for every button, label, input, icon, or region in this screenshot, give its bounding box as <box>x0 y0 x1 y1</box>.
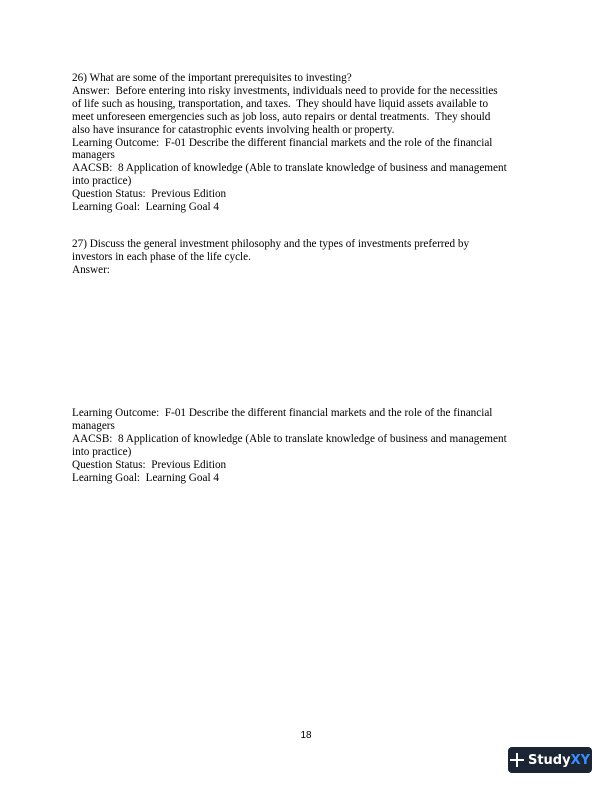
question-26-prompt: 26) What are some of the important prerequisites to investing? <box>72 72 352 84</box>
answer-line: Answer: Before entering into risky investments, individuals need to provide for the necessities <box>72 84 498 97</box>
aacsb: into practice) <box>72 445 132 458</box>
question-26 <box>72 72 544 214</box>
aacsb: AACSB: 8 Application of knowledge (Able to translate knowledge of business and management <box>72 432 507 445</box>
brand-suffix: XY <box>570 752 591 768</box>
question-status: Question Status: Previous Edition <box>72 188 227 201</box>
page-number: 18 <box>300 730 312 741</box>
learning-outcome: Learning Outcome: F-01 Describe the different financial markets and the role of the financial <box>72 407 493 419</box>
answer-line: also have insurance for catastrophic events involving health or property. <box>72 123 395 136</box>
answer-line: meet unforeseen emergencies such as job loss, auto repairs or dental treatments. They should <box>72 110 491 123</box>
aacsb: AACSB: 8 Application of knowledge (Able to translate knowledge of business and management <box>72 162 507 175</box>
aacsb: into practice) <box>72 175 132 188</box>
plus-icon <box>510 753 524 767</box>
learning-outcome: Learning Outcome: F-01 Describe the different financial markets and the role of the financial <box>72 136 493 149</box>
question-27-metadata <box>72 407 544 484</box>
question-status: Question Status: Previous Edition <box>72 458 227 471</box>
answer-label: Answer: <box>72 263 110 276</box>
brand-prefix: Study <box>527 752 571 768</box>
studyxy-badge[interactable] <box>508 747 592 773</box>
learning-goal: Learning Goal: Learning Goal 4 <box>72 201 219 214</box>
learning-outcome: managers <box>72 149 115 162</box>
question-27-prompt: investors in each phase of the life cycle. <box>72 250 251 263</box>
brand-name <box>528 753 590 768</box>
learning-outcome: managers <box>72 419 115 432</box>
learning-goal: Learning Goal: Learning Goal 4 <box>72 471 219 484</box>
question-27-prompt: 27) Discuss the general investment philosophy and the types of investments preferred by <box>72 238 470 250</box>
answer-line: of life such as housing, transportation, and taxes. They should have liquid assets available to <box>72 97 489 110</box>
question-27 <box>72 238 544 277</box>
